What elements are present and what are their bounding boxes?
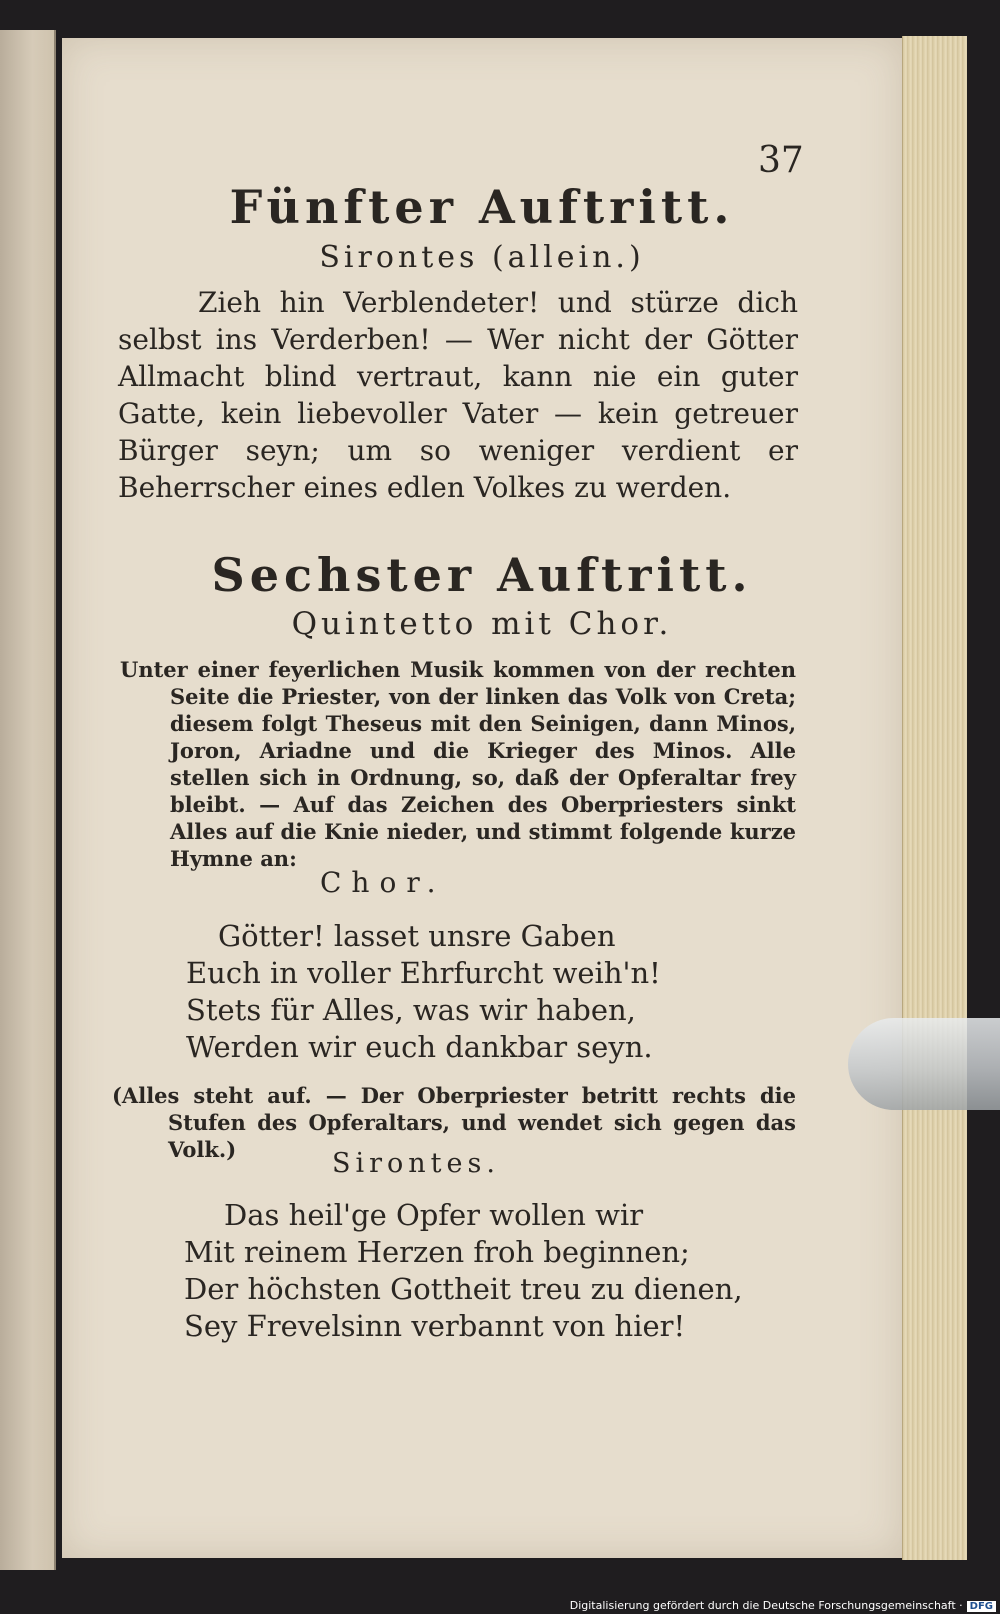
verse-line: Euch in voller Ehrfurcht weih'n! bbox=[186, 956, 661, 990]
speaker-sirontes: Sirontes. bbox=[332, 1148, 500, 1179]
speaker-sirontes-alone: Sirontes (allein.) bbox=[319, 240, 645, 275]
verse-line: Der höchsten Gottheit treu zu dienen, bbox=[184, 1272, 743, 1306]
credit-text: Digitalisierung gefördert durch die Deutsche Forschungsgemeinschaft · bbox=[569, 1599, 963, 1612]
verse-line: Sey Frevelsinn verbannt von hier! bbox=[184, 1309, 686, 1343]
stage-direction: Unter einer feyerlichen Musik kommen von der rechten Seite die Priester, von der linken das Volk von Creta; diesem folgt Theseus mit den Seinigen, dann Minos, Joron, Ariadne und die Krieger des Minos. Alle stellen sich in Ordnung, so, daß der Opferaltar frey bleibt. — Auf das Zeichen des Oberpriesters sinkt Alles auf die Knie nieder, und stimmt folgende kurze Hymne an: bbox=[120, 657, 796, 871]
monologue-body: Zieh hin Verblendeter! und stürze dich selbst ins Verderben! — Wer nicht der Götter Allmacht blind vertraut, kann nie ein guter Gatte, kein liebevoller Vater — kein getreuer Bürger seyn; um so weniger verdient er Beherrscher eines edlen Volkes zu werden. bbox=[118, 286, 798, 504]
page-stack-edge bbox=[902, 36, 967, 1560]
monologue-text bbox=[118, 284, 798, 506]
verse-line: Werden wir euch dankbar seyn. bbox=[186, 1030, 653, 1064]
verse-line: Götter! lasset unsre Gaben bbox=[218, 919, 616, 953]
verse-line: Das heil'ge Opfer wollen wir bbox=[224, 1198, 644, 1232]
sirontes-verse bbox=[184, 1197, 743, 1345]
page-clip bbox=[848, 1018, 1000, 1110]
stage-direction-2: (Alles steht auf. — Der Oberpriester betritt rechts die Stufen des Opferaltars, und wendet sich gegen das Volk.) bbox=[112, 1083, 796, 1162]
dfg-logo: DFG bbox=[967, 1601, 996, 1612]
scene-heading-5: Fünfter Auftritt. bbox=[229, 180, 735, 234]
scene-heading-6: Sechster Auftritt. bbox=[211, 548, 753, 602]
chorus-label: Chor. bbox=[320, 866, 446, 899]
verse-line: Mit reinem Herzen froh beginnen; bbox=[184, 1235, 690, 1269]
page-number: 37 bbox=[758, 140, 804, 181]
verse-line: Stets für Alles, was wir haben, bbox=[186, 993, 636, 1027]
facing-page-edge bbox=[0, 30, 56, 1570]
digitization-credit bbox=[570, 1599, 996, 1612]
scene-subheading: Quintetto mit Chor. bbox=[291, 606, 673, 642]
chorus-verse bbox=[186, 918, 661, 1066]
